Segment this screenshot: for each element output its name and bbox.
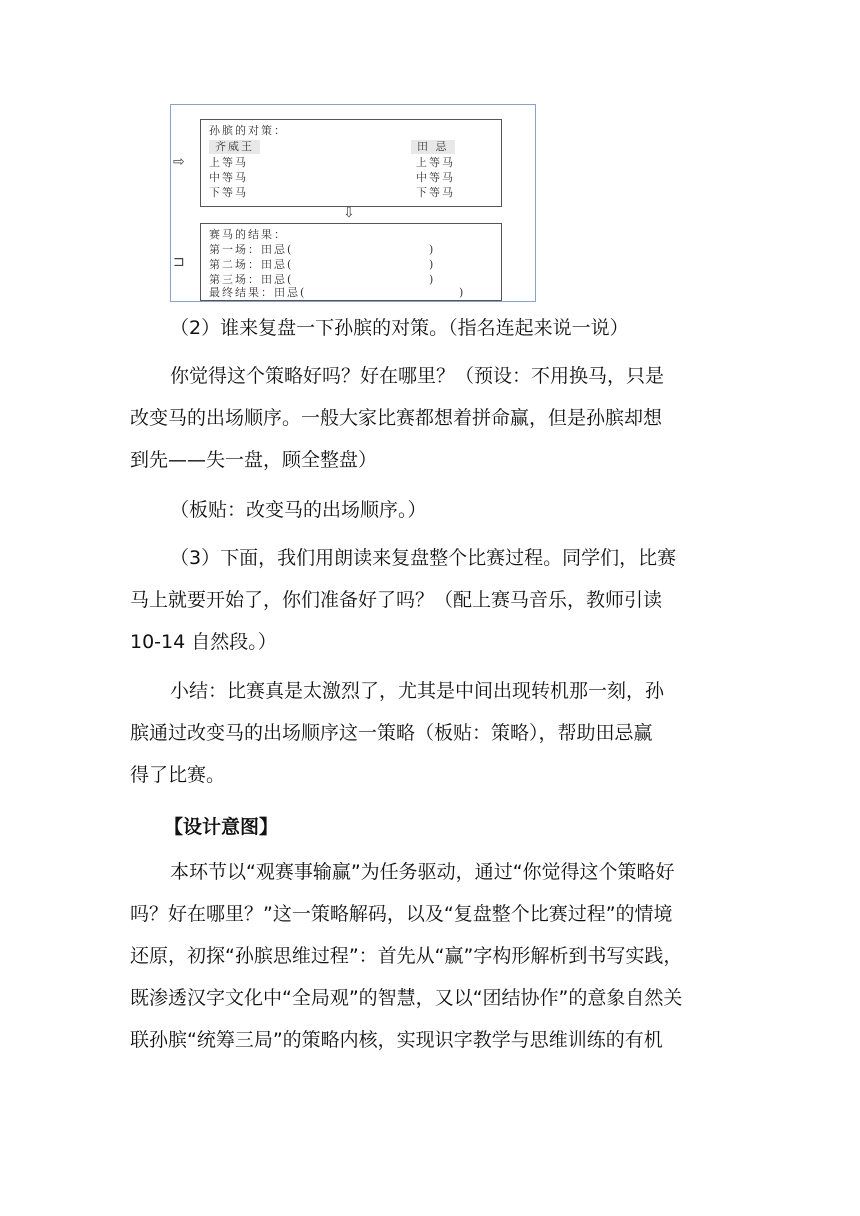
- row-left: 中等马: [209, 171, 248, 184]
- text-line: （2）谁来复盘一下孙膑的对策。（指名连起来说一说）: [170, 317, 629, 339]
- text-line: 吗？好在哪里？”这一策略解码，以及“复盘整个比赛过程”的情境: [130, 903, 673, 925]
- row-right: 中等马: [416, 171, 455, 184]
- text-line: （3）下面，我们用朗读来复盘整个比赛过程。同学们，比赛: [170, 547, 677, 569]
- text-line: 10-14 自然段。）: [130, 631, 277, 653]
- text-line: 小结：比赛真是太激烈了，尤其是中间出现转机那一刻，孙: [170, 680, 665, 702]
- result-row: 第三场：田忌(: [209, 273, 294, 286]
- row-left: 下等马: [209, 186, 248, 199]
- text-line: 膑通过改变马的出场顺序这一策略（板贴：策略），帮助田忌赢: [130, 722, 653, 744]
- paragraph-q2: [130, 307, 730, 349]
- left-header: 齐威王: [209, 140, 260, 154]
- text-line: （板贴：改变马的出场顺序。）: [170, 499, 427, 521]
- strategy-figure: [170, 104, 536, 302]
- text-line: 联孙膑“统筹三局”的策略内核，实现识字教学与思维训练的有机: [130, 1029, 663, 1051]
- text-line: 你觉得这个策略好吗？好在哪里？（预设：不用换马，只是: [170, 365, 665, 387]
- paragraph-design-intent: [130, 851, 730, 1061]
- arrow-down-icon: ⇩: [343, 205, 355, 221]
- text-line: 本环节以“观赛事输赢”为任务驱动，通过“你觉得这个策略好: [170, 861, 675, 883]
- paragraph-summary: [130, 670, 730, 796]
- text-line: 到先——失一盘，顾全整盘）: [130, 449, 378, 471]
- right-header: 田 忌: [411, 140, 455, 154]
- result-row: 第二场：田忌(: [209, 258, 294, 271]
- paragraph-q3: [130, 537, 730, 663]
- result-row: 最终结果：田忌(: [209, 286, 307, 299]
- result-close: ): [459, 286, 466, 299]
- paragraph-board-note: [130, 489, 730, 531]
- text-line: 【设计意图】: [164, 816, 279, 838]
- text-line: 还原，初探“孙膑思维过程”：首先从“赢”字构形解析到书写实践，: [130, 945, 683, 967]
- row-right: 下等马: [416, 186, 455, 199]
- result-close: ): [429, 273, 436, 286]
- result-box: [200, 223, 502, 301]
- box-title: 孙膑的对策：: [209, 124, 287, 137]
- result-row: 第一场：田忌(: [209, 243, 294, 256]
- arrow-right-icon: ⊐: [173, 254, 185, 270]
- strategy-box: [200, 119, 502, 207]
- design-intent-heading: [130, 806, 730, 848]
- text-line: 得了比赛。: [130, 764, 226, 786]
- row-left: 上等马: [209, 156, 248, 169]
- row-right: 上等马: [416, 156, 455, 169]
- arrow-right-icon: ⇨: [173, 154, 185, 170]
- text-line: 马上就要开始了，你们准备好了吗？（配上赛马音乐，教师引读: [130, 589, 663, 611]
- box-title: 赛马的结果：: [209, 228, 287, 241]
- text-line: 改变马的出场顺序。一般大家比赛都想着拼命赢，但是孙膑却想: [130, 407, 663, 429]
- paragraph-strategy-question: [130, 355, 730, 481]
- text-line: 既渗透汉字文化中“全局观”的智慧，又以“团结协作”的意象自然关: [130, 987, 683, 1009]
- result-close: ): [429, 258, 436, 271]
- result-close: ): [429, 243, 436, 256]
